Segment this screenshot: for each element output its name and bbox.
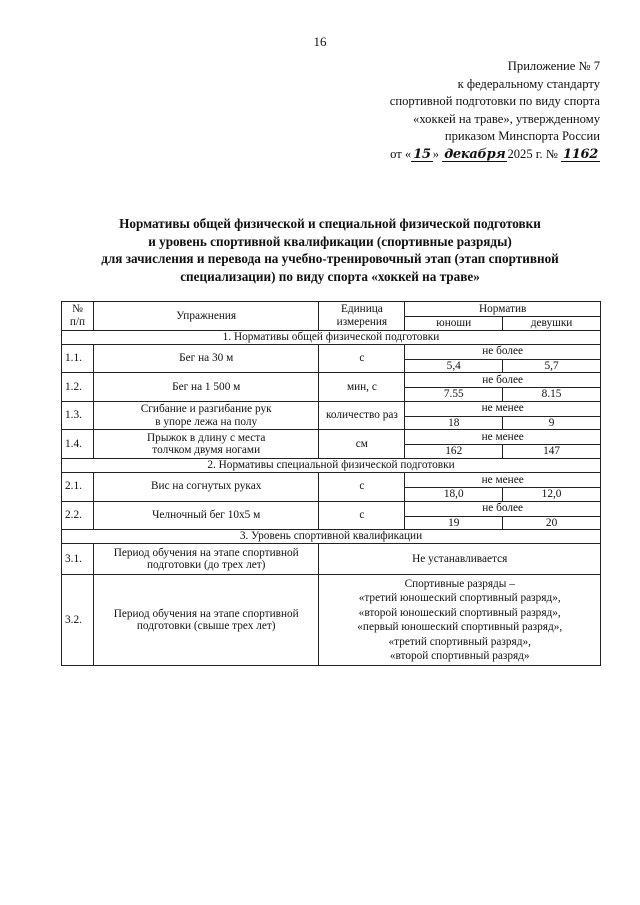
row-condition: не менее <box>405 430 601 445</box>
section-title: 1. Нормативы общей физической подготовки <box>62 330 601 344</box>
appendix-line: к федеральному стандарту <box>457 76 600 91</box>
appendix-date-line <box>340 146 600 164</box>
table-row <box>62 373 601 388</box>
row-exercise: Бег на 30 м <box>93 344 318 373</box>
header-num-line2: п/п <box>69 315 86 328</box>
row-unit: см <box>319 430 405 459</box>
section-row <box>62 530 601 544</box>
period-line1: Период обучения на этапе спортивной <box>113 546 299 559</box>
section-row <box>62 458 601 472</box>
header-norm: Норматив <box>405 302 601 317</box>
header-unit-line2: измерения <box>336 315 388 328</box>
row-exercise: Вис на согнутых руках <box>93 472 318 501</box>
period-line1: Период обучения на этапе спортивной <box>113 607 299 620</box>
date-year: 2025 г. № <box>507 146 558 161</box>
period-line2: подготовки (до трех лет) <box>146 559 266 572</box>
qualification-row <box>62 575 601 666</box>
document-title <box>60 215 600 285</box>
header-boys: юноши <box>405 317 503 331</box>
row-unit: с <box>319 501 405 530</box>
period-line2: подготовки (свыше трех лет) <box>136 620 276 633</box>
row-boys: 18,0 <box>405 487 503 501</box>
header-unit <box>319 302 405 331</box>
row-exercise: Челночный бег 10х5 м <box>93 501 318 530</box>
title-line: Нормативы общей физической и специальной физической подготовки <box>119 216 541 231</box>
row-exercise-line2: толчком двумя ногами <box>152 444 261 457</box>
row-condition: не более <box>405 501 601 516</box>
qualification-period <box>93 544 318 575</box>
header-unit-line1: Единица <box>340 303 383 316</box>
appendix-minsport-text: приказом Минспорта России <box>444 129 600 144</box>
rank-line: «третий спортивный разряд», <box>388 635 531 648</box>
row-girls: 5,7 <box>503 359 601 373</box>
title-line: для зачисления и перевода на учебно-тренировочный этап (этап спортивной <box>101 251 559 266</box>
qualification-ranks <box>319 575 601 666</box>
section-title: 2. Нормативы специальной физической подготовки <box>62 458 601 472</box>
row-girls: 8.15 <box>503 388 601 402</box>
row-unit: количество раз <box>319 401 405 430</box>
row-girls: 12,0 <box>503 487 601 501</box>
row-girls: 20 <box>503 516 601 530</box>
row-condition: не более <box>405 373 601 388</box>
row-num: 1.4. <box>62 430 94 459</box>
title-line: специализации) по виду спорта «хоккей на траве» <box>180 268 480 284</box>
row-unit: мин, с <box>319 373 405 402</box>
row-exercise: Бег на 1 500 м <box>93 373 318 402</box>
row-exercise <box>93 401 318 430</box>
row-num: 2.1. <box>62 472 94 501</box>
qualification-value: Не устанавливается <box>319 544 601 575</box>
rank-line: «второй юношеский спортивный разряд», <box>358 606 561 619</box>
table-header-row <box>62 302 601 317</box>
appendix-line: Приложение № 7 <box>507 59 600 73</box>
row-num: 1.3. <box>62 401 94 430</box>
row-num: 1.2. <box>62 373 94 402</box>
page-number: 16 <box>313 34 327 49</box>
row-condition: не менее <box>405 401 601 416</box>
row-unit: с <box>319 472 405 501</box>
appendix-block <box>340 58 600 164</box>
date-prefix: от « <box>390 146 412 161</box>
date-day: 15 <box>413 146 431 162</box>
rank-line: «первый юношеский спортивный разряд», <box>357 621 563 634</box>
rank-line: «второй спортивный разряд» <box>389 650 530 663</box>
row-exercise-line1: Сгибание и разгибание рук <box>140 402 272 415</box>
header-exercise: Упражнения <box>93 302 318 331</box>
date-month: декабря <box>444 146 506 162</box>
qualification-period <box>93 575 318 666</box>
section-row <box>62 330 601 344</box>
row-boys: 5,4 <box>405 359 503 373</box>
row-unit: с <box>319 344 405 373</box>
row-exercise-line2: в упоре лежа на полу <box>155 415 258 428</box>
row-boys: 162 <box>405 445 503 459</box>
title-line: и уровень спортивной квалификации (спортивные разряды) <box>148 233 512 249</box>
table-row <box>62 472 601 487</box>
row-boys: 19 <box>405 516 503 530</box>
row-num: 3.1. <box>62 544 94 575</box>
row-num: 3.2. <box>62 575 94 666</box>
date-day-close: » <box>432 146 440 161</box>
row-exercise <box>93 430 318 459</box>
row-exercise-line1: Прыжок в длину с места <box>147 431 266 444</box>
row-girls: 9 <box>503 416 601 430</box>
row-condition: не более <box>405 344 601 359</box>
norms-table <box>61 301 601 666</box>
table-row <box>62 401 601 416</box>
table-row <box>62 344 601 359</box>
appendix-line-minsport <box>340 128 600 146</box>
row-num: 2.2. <box>62 501 94 530</box>
header-num-line1: № <box>72 303 83 316</box>
header-girls: девушки <box>503 317 601 331</box>
table-row <box>62 501 601 516</box>
qualification-row <box>62 544 601 575</box>
order-number: 1162 <box>563 146 598 162</box>
row-boys: 18 <box>405 416 503 430</box>
table-row <box>62 430 601 445</box>
rank-line: Спортивные разряды – <box>404 577 515 590</box>
appendix-line: спортивной подготовки по виду спорта <box>389 94 600 109</box>
row-num: 1.1. <box>62 344 94 373</box>
appendix-line: «хоккей на траве», утвержденному <box>413 111 600 126</box>
header-num <box>62 302 94 331</box>
row-condition: не менее <box>405 472 601 487</box>
section-title: 3. Уровень спортивной квалификации <box>62 530 601 544</box>
row-girls: 147 <box>503 445 601 459</box>
row-boys: 7.55 <box>405 388 503 402</box>
rank-line: «третий юношеский спортивный разряд», <box>358 592 561 605</box>
